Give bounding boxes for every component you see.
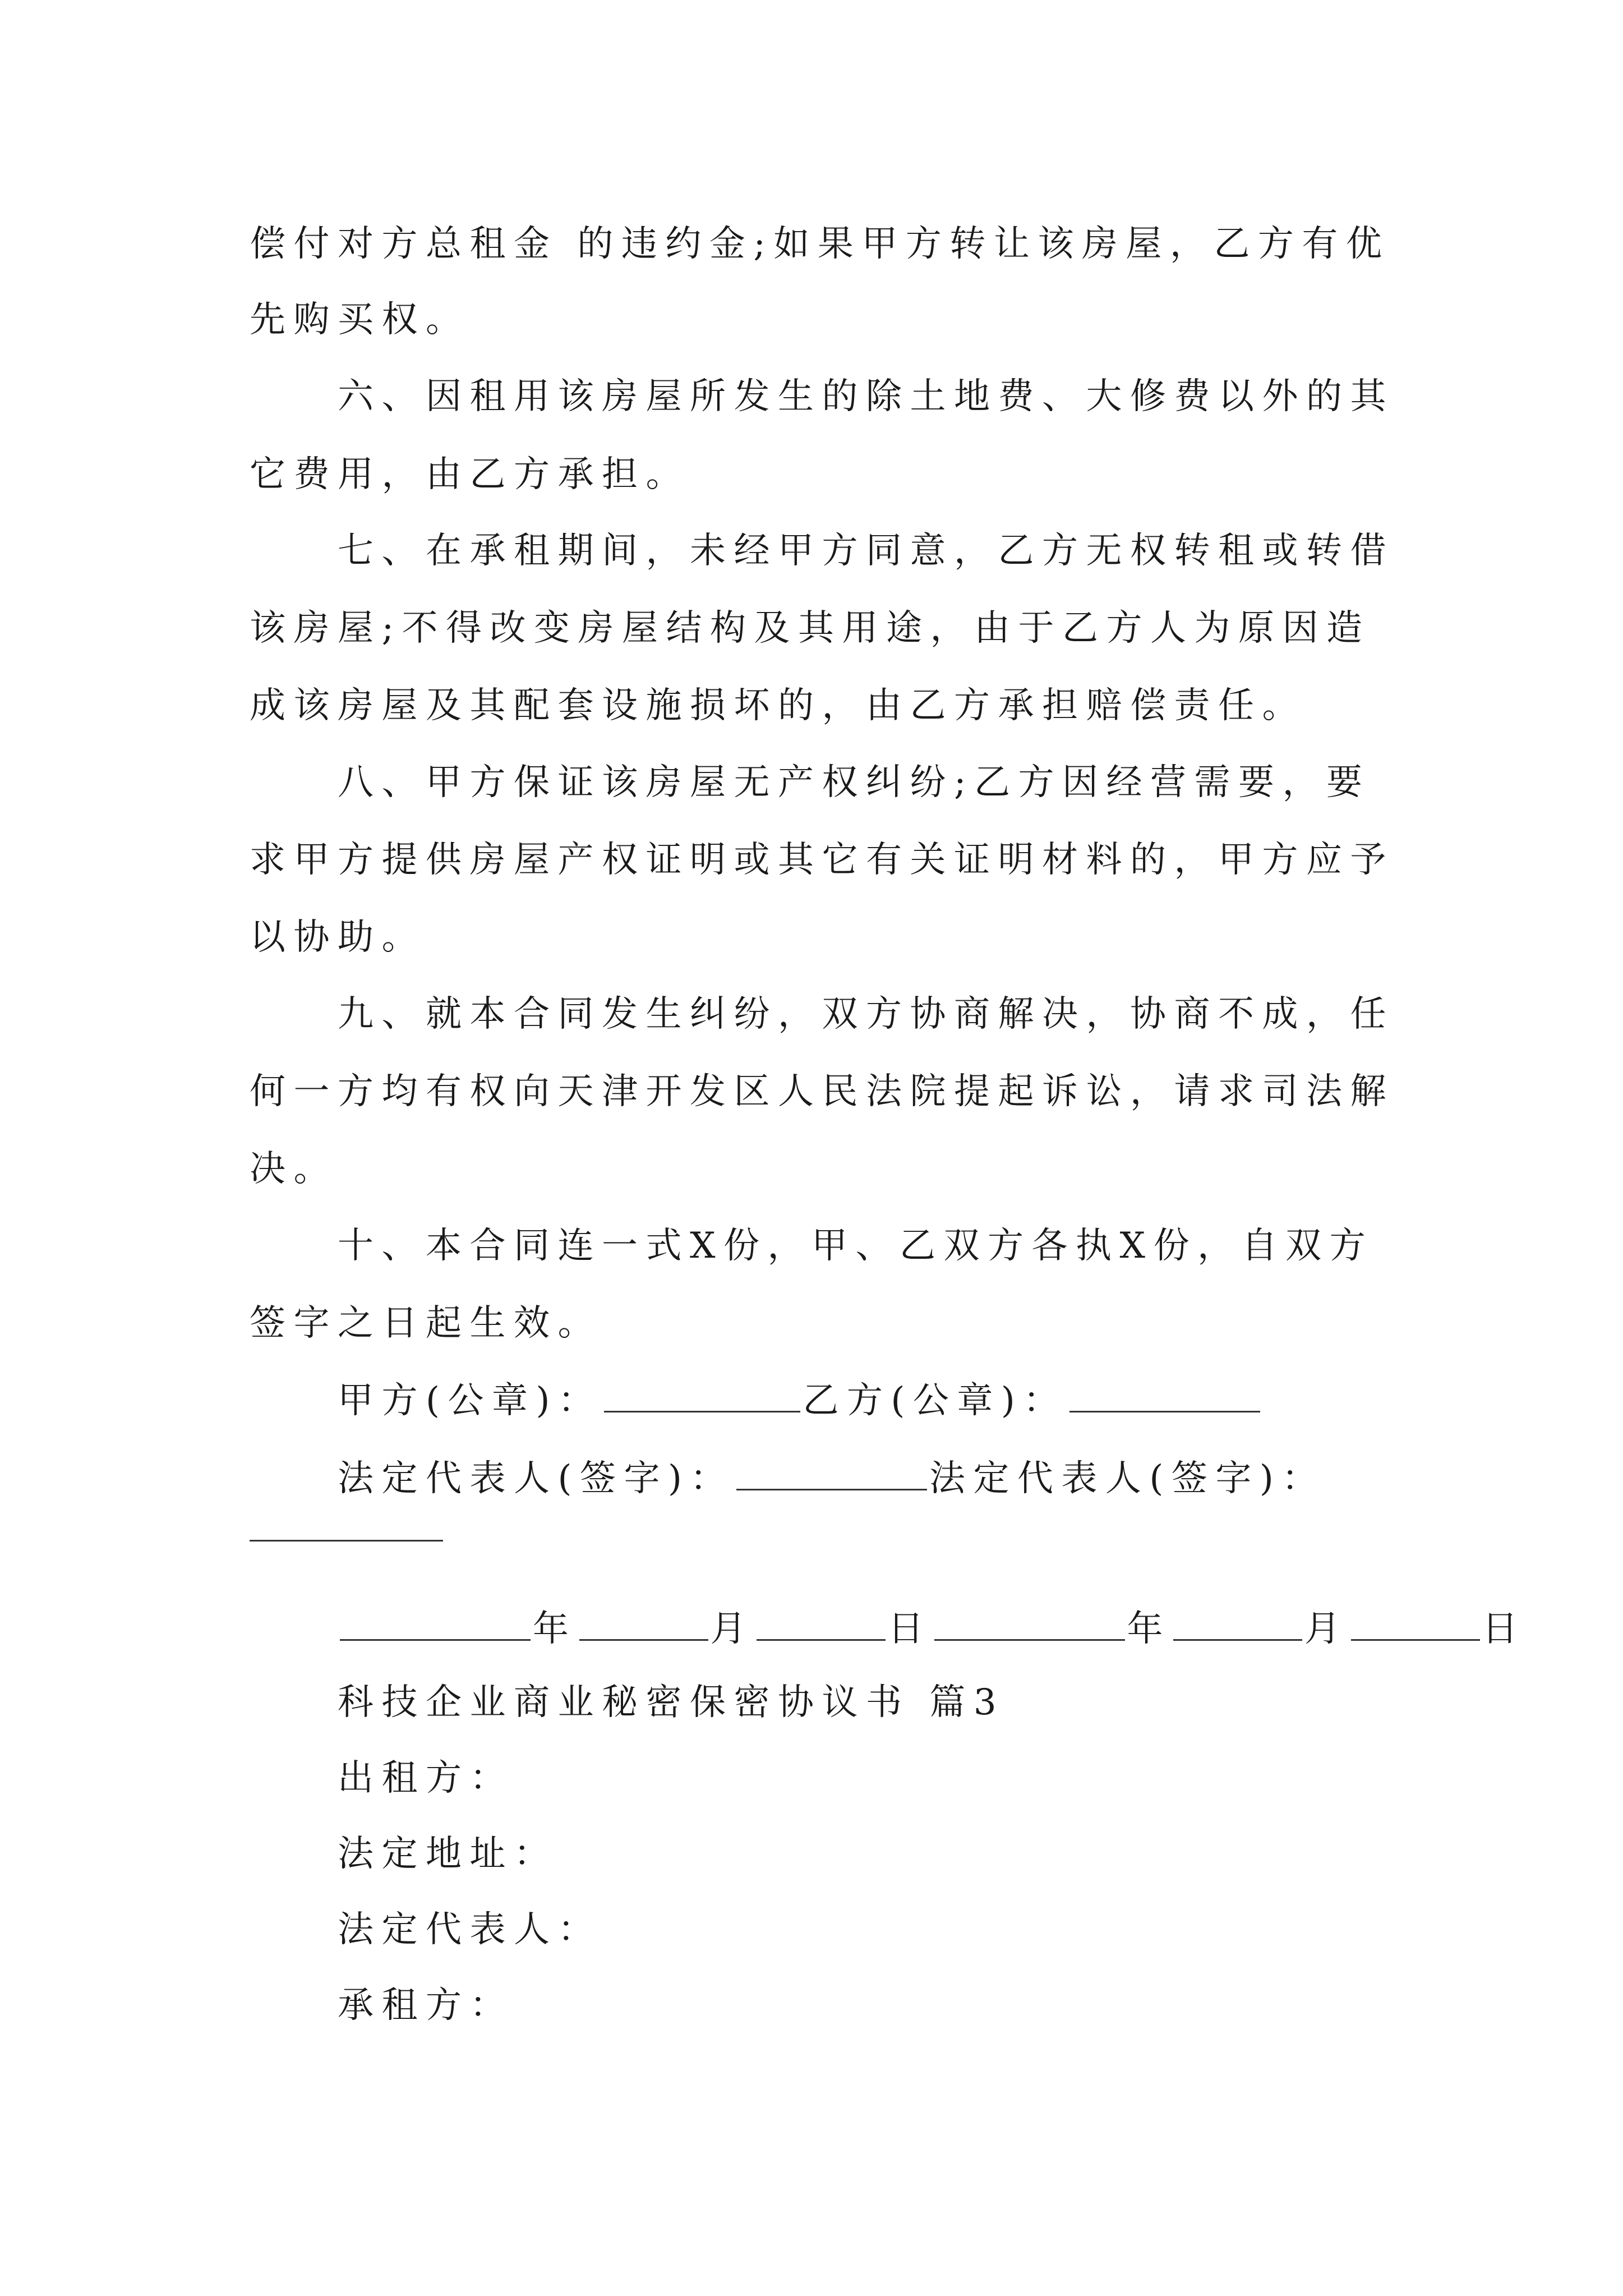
party-b-seal-blank[interactable] [1069, 1376, 1260, 1412]
text-line: 成该房屋及其配套设施损坏的，由乙方承担赔偿责任。 [250, 685, 1306, 726]
month-b-label: 月 [1304, 1608, 1349, 1650]
year-b-blank[interactable] [934, 1604, 1125, 1641]
rep-a-blank[interactable] [736, 1454, 927, 1490]
month-a-blank[interactable] [579, 1604, 708, 1641]
representative-line [338, 1454, 1388, 1501]
clause-ten: 十、本合同连一式X份，甲、乙双方各执X份，自双方 [338, 1225, 1374, 1267]
seal-line [338, 1376, 1388, 1423]
party-b-seal-label: 乙方(公章)： [803, 1380, 1067, 1421]
text-line: 求甲方提供房屋产权证明或其它有关证明材料的，甲方应予 [250, 839, 1394, 881]
clause-nine: 九、就本合同发生纠纷，双方协商解决，协商不成，任 [338, 993, 1394, 1035]
party-a-seal-blank[interactable] [604, 1376, 800, 1412]
year-a-blank[interactable] [340, 1604, 531, 1641]
lessor-label: 出租方： [338, 1757, 514, 1799]
clause-seven: 七、在承租期间，未经甲方同意，乙方无权转租或转借 [338, 530, 1394, 572]
lessee-label: 承租方： [338, 1985, 514, 2026]
text-line: 何一方均有权向天津开发区人民法院提起诉讼，请求司法解 [250, 1071, 1394, 1112]
rep-b-blank[interactable] [250, 1540, 443, 1542]
rep-a-label: 法定代表人(签字)： [338, 1458, 734, 1499]
text-line: 决。 [250, 1148, 338, 1190]
section-title: 科技企业商业秘密保密协议书 篇3 [338, 1682, 1005, 1723]
clause-six: 六、因租用该房屋所发生的除土地费、大修费以外的其 [338, 376, 1394, 417]
year-b-label: 年 [1127, 1608, 1171, 1650]
text-line: 偿付对方总租金 的违约金;如果甲方转让该房屋，乙方有优 [250, 223, 1390, 265]
address-label: 法定地址： [338, 1833, 558, 1875]
text-line: 该房屋;不得改变房屋结构及其用途，由于乙方人为原因造 [250, 608, 1371, 649]
month-b-blank[interactable] [1173, 1604, 1302, 1641]
text-line: 签字之日起生效。 [250, 1303, 602, 1344]
day-b-blank[interactable] [1351, 1604, 1480, 1641]
text-line: 它费用，由乙方承担。 [250, 454, 690, 495]
party-a-seal-label: 甲方(公章)： [338, 1380, 602, 1421]
rep-b-label: 法定代表人(签字)： [929, 1458, 1326, 1499]
year-a-label: 年 [533, 1608, 577, 1650]
text-line: 以协助。 [250, 917, 426, 958]
text-line: 先购买权。 [250, 299, 470, 341]
representative-label: 法定代表人： [338, 1909, 602, 1950]
clause-eight: 八、甲方保证该房屋无产权纠纷;乙方因经营需要，要 [338, 762, 1371, 803]
month-a-label: 月 [710, 1608, 754, 1650]
date-line [338, 1604, 1526, 1651]
day-b-label: 日 [1482, 1608, 1526, 1650]
day-a-label: 日 [888, 1608, 932, 1650]
day-a-blank[interactable] [757, 1604, 886, 1641]
